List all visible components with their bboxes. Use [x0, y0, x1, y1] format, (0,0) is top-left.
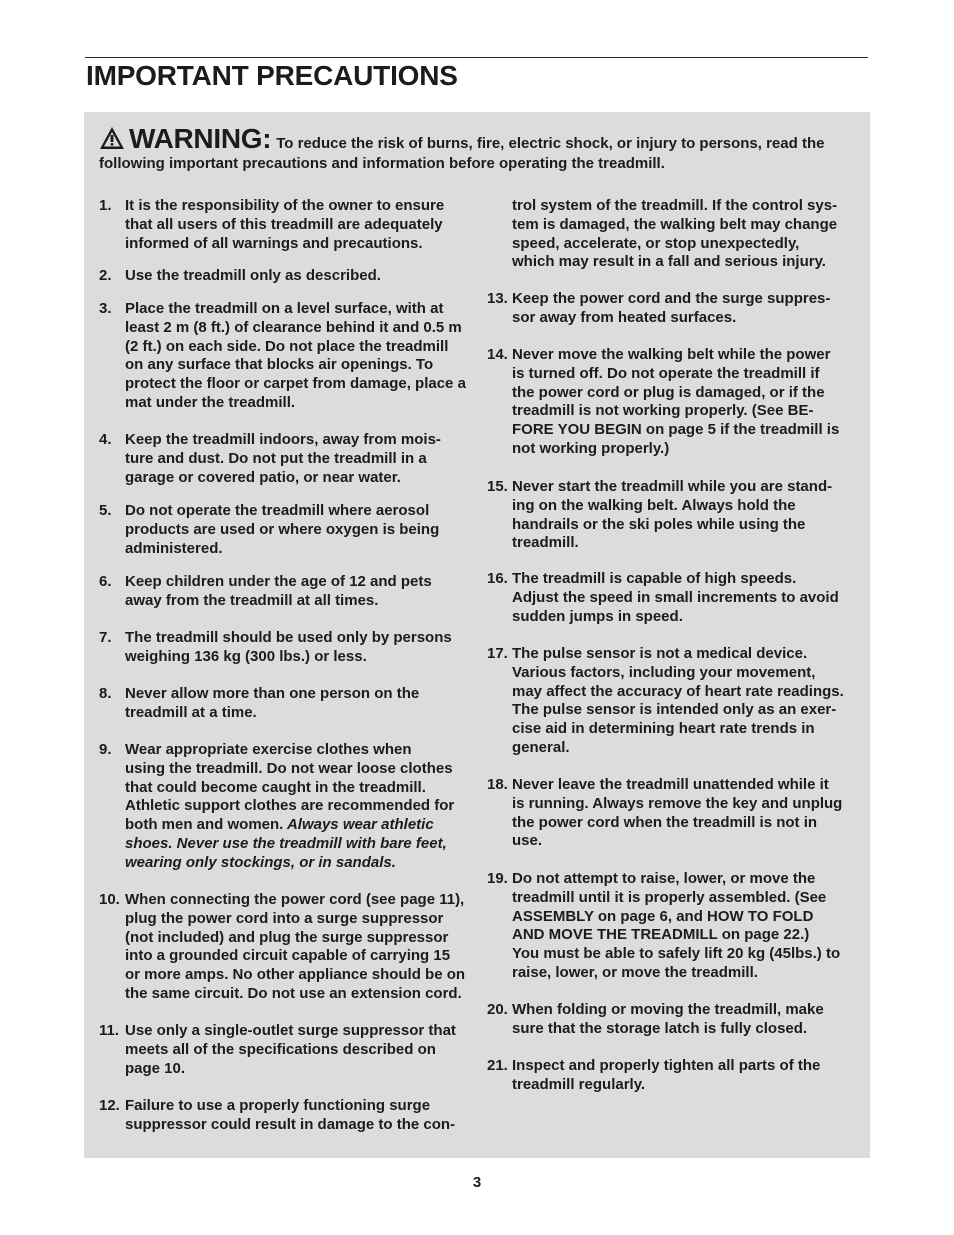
item-number: 3. — [99, 300, 112, 317]
item-line: Keep the treadmill indoors, away from mois- — [125, 431, 441, 448]
item-number: 13. — [487, 290, 508, 307]
header-rule — [85, 57, 868, 58]
item-line: FORE YOU BEGIN on page 5 if the treadmill is — [512, 421, 840, 439]
item-number: 18. — [487, 776, 508, 793]
item-line: the power cord when the treadmill is not in — [512, 813, 818, 831]
item-line: Do not operate the treadmill where aerosol — [125, 502, 430, 519]
item-number: 8. — [99, 685, 112, 702]
item-line: treadmill. — [512, 534, 579, 552]
item-number: 17. — [487, 645, 508, 662]
item-number: 9. — [99, 741, 112, 758]
item-line: least 2 m (8 ft.) of clearance behind it and 0.5 m — [125, 318, 462, 336]
item-number: 4. — [99, 431, 112, 448]
item-line: is turned off. Do not operate the treadmill if — [512, 364, 820, 382]
item-line: raise, lower, or move the treadmill. — [512, 964, 758, 981]
item-line: You must be able to safely lift 20 kg (45lbs.) to — [512, 945, 841, 963]
item-number: 19. — [487, 870, 508, 887]
item-line: cise aid in determining heart rate trends in — [512, 720, 815, 738]
item-line: The pulse sensor is intended only as an exer- — [512, 701, 837, 719]
item-line: page 10. — [125, 1059, 186, 1077]
item-number: 15. — [487, 478, 508, 495]
item-number: 11. — [99, 1022, 120, 1039]
item-line: Athletic support clothes are recommended for — [125, 797, 455, 815]
item-line: Inspect and properly tighten all parts of the — [512, 1057, 821, 1074]
item-line: Use only a single-outlet surge suppressor that — [125, 1022, 456, 1039]
item-italic-line: shoes. Never use the treadmill with bare feet, — [125, 835, 447, 852]
item-line: Never allow more than one person on the — [125, 685, 420, 702]
item-line: (2 ft.) on each side. Do not place the treadmill — [125, 337, 449, 355]
item-line: not working properly.) — [512, 440, 670, 457]
item-number: 2. — [99, 267, 112, 284]
item-line: ture and dust. Do not put the treadmill in a — [125, 449, 427, 467]
item-line: The treadmill should be used only by persons — [125, 629, 452, 646]
item-line: Never start the treadmill while you are stand- — [512, 478, 833, 495]
item-italic-text: Always wear athletic — [283, 816, 434, 834]
item-line: The treadmill is capable of high speeds. — [512, 570, 797, 587]
item-line: Keep children under the age of 12 and pets — [125, 573, 432, 590]
item-line: treadmill is not working properly. (See BE- — [512, 402, 814, 420]
item-line: is running. Always remove the key and unplug — [512, 794, 843, 812]
item-line: Never move the walking belt while the power — [512, 346, 831, 363]
item-line: weighing 136 kg (300 lbs.) or less. — [125, 647, 367, 665]
item-line: Keep the power cord and the surge suppres- — [512, 290, 831, 307]
item-line: suppressor could result in damage to the con- — [125, 1115, 456, 1133]
item-number: 7. — [99, 629, 112, 646]
item-line: the same circuit. Do not use an extension cord. — [125, 985, 462, 1002]
item-number: 6. — [99, 573, 112, 590]
item-line: the power cord or plug is damaged, or if the — [512, 383, 825, 401]
item-line: Place the treadmill on a level surface, with at — [125, 300, 444, 317]
item-number: 14. — [487, 346, 508, 363]
warning-text-line-2: following important precautions and information before operating the treadmill. — [99, 155, 665, 172]
item-line: Wear appropriate exercise clothes when — [125, 741, 412, 758]
item-line: sure that the storage latch is fully closed. — [512, 1019, 808, 1037]
item-line: that all users of this treadmill are adequately — [125, 215, 443, 233]
item-line: that could become caught in the treadmill. — [125, 778, 426, 796]
item-number: 1. — [99, 197, 112, 214]
warning-text-line-1: To reduce the risk of burns, fire, electric shock, or injury to persons, read the — [276, 135, 825, 152]
item-number: 10. — [99, 891, 120, 908]
item-line: use. — [512, 832, 543, 850]
warning-heading: WARNING: — [129, 123, 272, 154]
item-line: sudden jumps in speed. — [512, 607, 683, 625]
item-line: It is the responsibility of the owner to ensure — [125, 197, 445, 214]
item-line: When folding or moving the treadmill, make — [512, 1001, 824, 1018]
item-line: Failure to use a properly functioning surge — [125, 1097, 431, 1114]
item-line: AND MOVE THE TREADMILL on page 22.) — [512, 926, 810, 944]
item-line: may affect the accuracy of heart rate readings. — [512, 682, 844, 700]
item-number: 5. — [99, 502, 112, 519]
item-line: or more amps. No other appliance should be on — [125, 966, 466, 984]
item-line: treadmill regularly. — [512, 1075, 646, 1093]
item-line: on any surface that blocks air openings. To — [125, 356, 434, 374]
page-title: IMPORTANT PRECAUTIONS — [86, 60, 458, 91]
item-line: trol system of the treadmill. If the control sys- — [512, 197, 838, 214]
item-line: tem is damaged, the walking belt may change — [512, 215, 838, 233]
item-line: Use the treadmill only as described. — [125, 267, 381, 284]
item-line: using the treadmill. Do not wear loose clothes — [125, 759, 453, 777]
item-line: into a grounded circuit capable of carrying 15 — [125, 947, 451, 965]
item-line: meets all of the specifications described on — [125, 1040, 436, 1058]
item-number: 12. — [99, 1097, 120, 1114]
item-line: Adjust the speed in small increments to avoid — [512, 588, 839, 606]
page-number: 3 — [472, 1174, 482, 1191]
item-line: (not included) and plug the surge suppressor — [125, 928, 449, 946]
item-line: protect the floor or carpet from damage, place a — [125, 375, 466, 393]
item-number: 21. — [487, 1057, 508, 1074]
item-line: treadmill until it is properly assembled. (See — [512, 888, 827, 906]
item-line: both men and women. Always wear athletic — [125, 816, 434, 834]
item-line: Various factors, including your movement, — [512, 663, 816, 681]
item-line: away from the treadmill at all times. — [125, 591, 379, 609]
item-line: Do not attempt to raise, lower, or move the — [512, 870, 816, 887]
item-line: informed of all warnings and precautions. — [125, 234, 423, 252]
item-line: Never leave the treadmill unattended while it — [512, 776, 829, 793]
item-line: which may result in a fall and serious injury. — [512, 253, 826, 271]
item-number: 16. — [487, 570, 508, 587]
item-line: products are used or where oxygen is being — [125, 520, 440, 538]
item-line: treadmill at a time. — [125, 703, 257, 721]
item-line: ASSEMBLY on page 6, and HOW TO FOLD — [512, 907, 814, 925]
item-line: speed, accelerate, or stop unexpectedly, — [512, 234, 800, 252]
item-line: garage or covered patio, or near water. — [125, 468, 401, 486]
item-line: general. — [512, 739, 570, 756]
item-number: 20. — [487, 1001, 508, 1018]
item-line: mat under the treadmill. — [125, 394, 296, 411]
item-italic-line: wearing only stockings, or in sandals. — [125, 853, 396, 871]
item-line: handrails or the ski poles while using the — [512, 515, 806, 533]
item-line: The pulse sensor is not a medical device. — [512, 645, 808, 662]
item-line: sor away from heated surfaces. — [512, 308, 737, 326]
item-line: plug the power cord into a surge suppressor — [125, 909, 444, 927]
item-line: When connecting the power cord (see page 11), — [125, 891, 465, 908]
item-line: administered. — [125, 539, 223, 557]
item-line: ing on the walking belt. Always hold the — [512, 496, 796, 514]
